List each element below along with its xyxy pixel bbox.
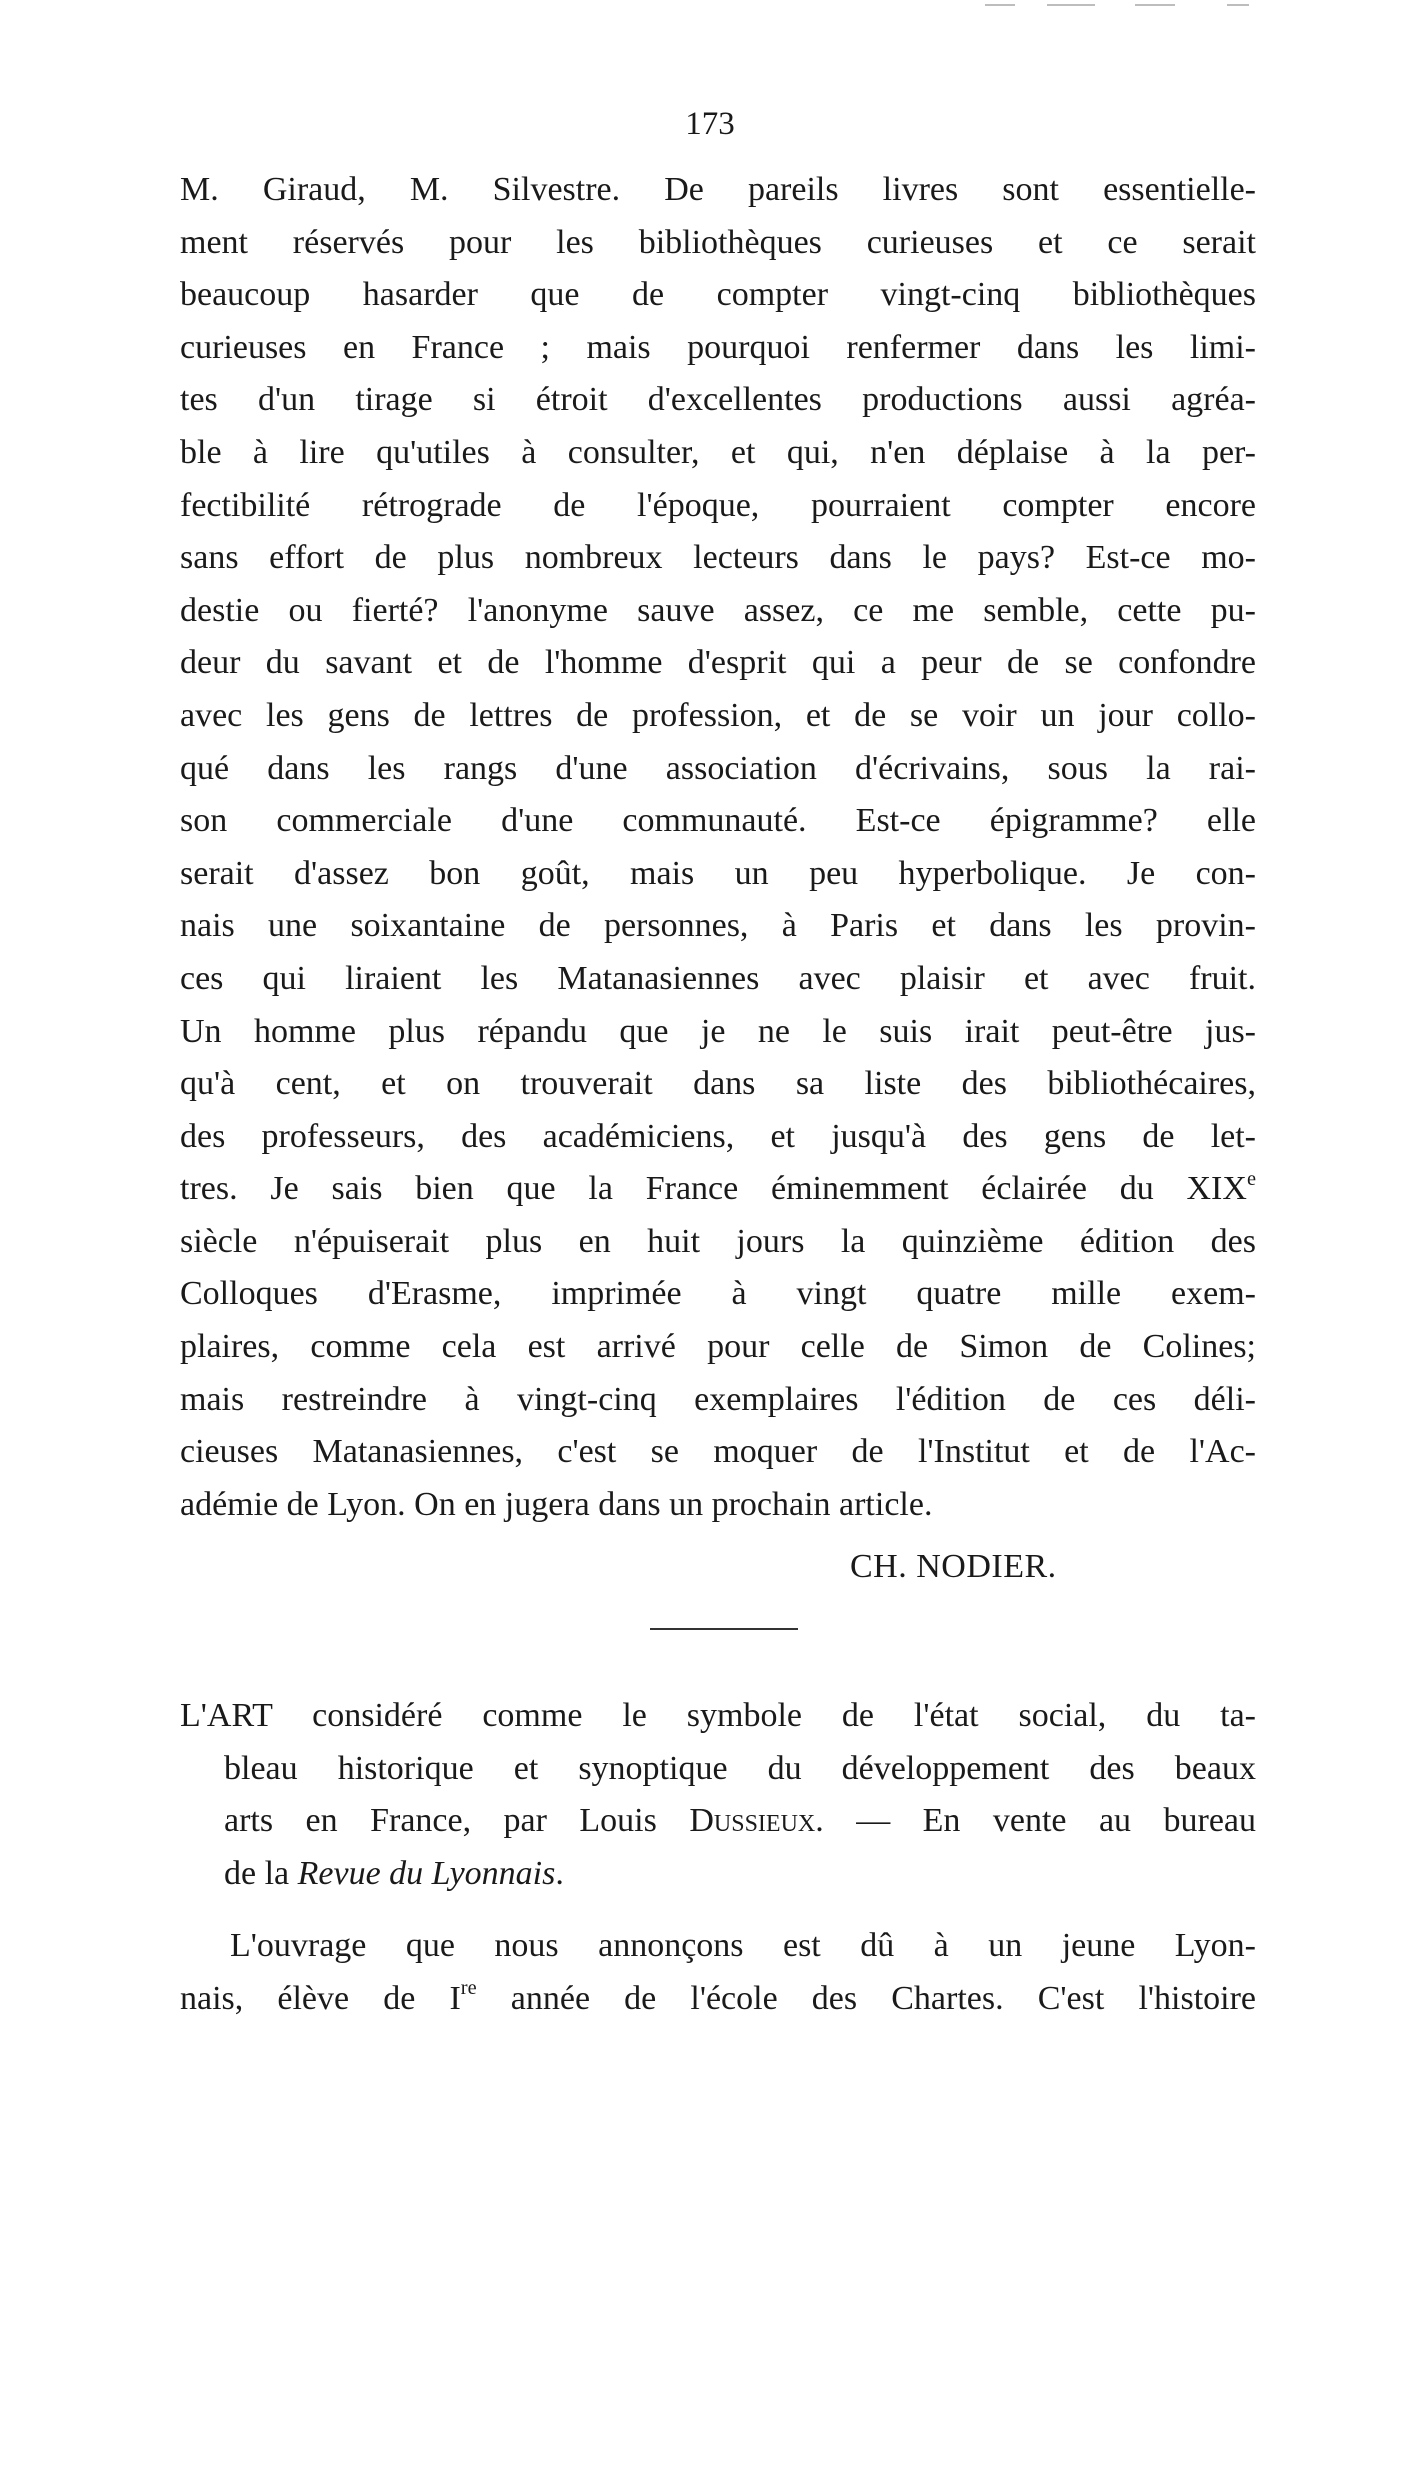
author-name: Dussieux <box>689 1802 816 1840</box>
text-line: M. Giraud, M. Silvestre. De pareils livres sont essentielle- <box>180 171 1256 208</box>
text-line: Un homme plus répandu que je ne le suis irait peut-être jus- <box>180 1012 1256 1050</box>
journal-title: Revue du Lyonnais <box>297 1854 556 1892</box>
text-line: nais une soixantaine de personnes, à Paris et dans les provin- <box>180 907 1256 945</box>
text-line: deur du savant et de l'homme d'esprit qui a peur de se confondre <box>180 644 1256 682</box>
text-line: bleau historique et synoptique du développement des beaux <box>224 1749 1256 1787</box>
text-line: des professeurs, des académiciens, et jusqu'à des gens de let- <box>180 1117 1256 1155</box>
text-line: plaires, comme cela est arrivé pour celle de Simon de Colines; <box>180 1328 1256 1366</box>
superscript: e <box>1246 1167 1256 1190</box>
text-line: L'ouvrage que nous annonçons est dû à un jeune Lyon- <box>230 1927 1256 1964</box>
text-line: son commerciale d'une communauté. Est-ce épigramme? elle <box>180 802 1256 840</box>
text-line: fectibilité rétrograde de l'époque, pourraient compter encore <box>180 486 1256 524</box>
text-line: ces qui liraient les Matanasiennes avec plaisir et avec fruit. <box>180 959 1256 997</box>
text-line: destie ou fierté? l'anonyme sauve assez, ce me semble, cette pu- <box>180 591 1256 629</box>
text-segment: année de l'école des Chartes. C'est l'histoire <box>476 1979 1257 2017</box>
text-line: ble à lire qu'utiles à consulter, et qui, n'en déplaise à la per- <box>180 433 1256 471</box>
text-segment: . <box>555 1854 564 1892</box>
text-line: L'ART considéré comme le symbole de l'état social, du ta- <box>180 1697 1256 1734</box>
text-line: qué dans les rangs d'une association d'écrivains, sous la rai- <box>180 749 1256 787</box>
text-line: mais restreindre à vingt-cinq exemplaires l'édition de ces déli- <box>180 1380 1256 1418</box>
text-line <box>180 1848 1256 1901</box>
superscript: re <box>460 1977 477 2000</box>
text-line: sans effort de plus nombreux lecteurs dans le pays? Est-ce mo- <box>180 539 1256 577</box>
edge-mark <box>1047 4 1095 6</box>
text-segment: . — En vente au bureau <box>815 1802 1257 1840</box>
text-line <box>180 1973 1256 2026</box>
edge-mark <box>1135 4 1175 6</box>
text-segment: nais, élève de I <box>180 1979 461 2017</box>
text-line <box>180 1795 1256 1848</box>
top-edge-marks <box>985 0 1285 8</box>
text-line: serait d'assez bon goût, mais un peu hyperbolique. Je con- <box>180 854 1256 892</box>
text-segment: arts en France, par Louis <box>224 1802 657 1840</box>
intro-paragraph <box>180 1920 1256 2025</box>
text-line: cieuses Matanasiennes, c'est se moquer de l'Institut et de l'Ac- <box>180 1433 1256 1471</box>
edge-mark <box>985 4 1015 6</box>
text-line: curieuses en France ; mais pourquoi renfermer dans les limi- <box>180 328 1256 366</box>
text-segment: de la <box>224 1854 290 1892</box>
text-line: siècle n'épuiserait plus en huit jours la quinzième édition des <box>180 1222 1256 1260</box>
section-divider <box>650 1628 798 1630</box>
author-signature: CH. NODIER. <box>850 1548 1057 1585</box>
text-line: qu'à cent, et on trouverait dans sa liste des bibliothécaires, <box>180 1065 1256 1103</box>
text-line: tes d'un tirage si étroit d'excellentes productions aussi agréa- <box>180 381 1256 419</box>
review-paragraph <box>180 164 1256 1531</box>
book-citation <box>180 1690 1256 1900</box>
text-line <box>180 1163 1256 1216</box>
text-line: Colloques d'Erasme, imprimée à vingt quatre mille exem- <box>180 1275 1256 1313</box>
text-line: adémie de Lyon. On en jugera dans un prochain article. <box>180 1485 933 1523</box>
page-number: 173 <box>685 106 735 142</box>
text-line: ment réservés pour les bibliothèques curieuses et ce serait <box>180 223 1256 261</box>
edge-mark <box>1227 4 1249 6</box>
text-line: avec les gens de lettres de profession, et de se voir un jour collo- <box>180 696 1256 734</box>
text-line: beaucoup hasarder que de compter vingt-cinq bibliothèques <box>180 276 1256 314</box>
text-segment: tres. Je sais bien que la France éminemment éclairée du XIX <box>180 1170 1247 1208</box>
